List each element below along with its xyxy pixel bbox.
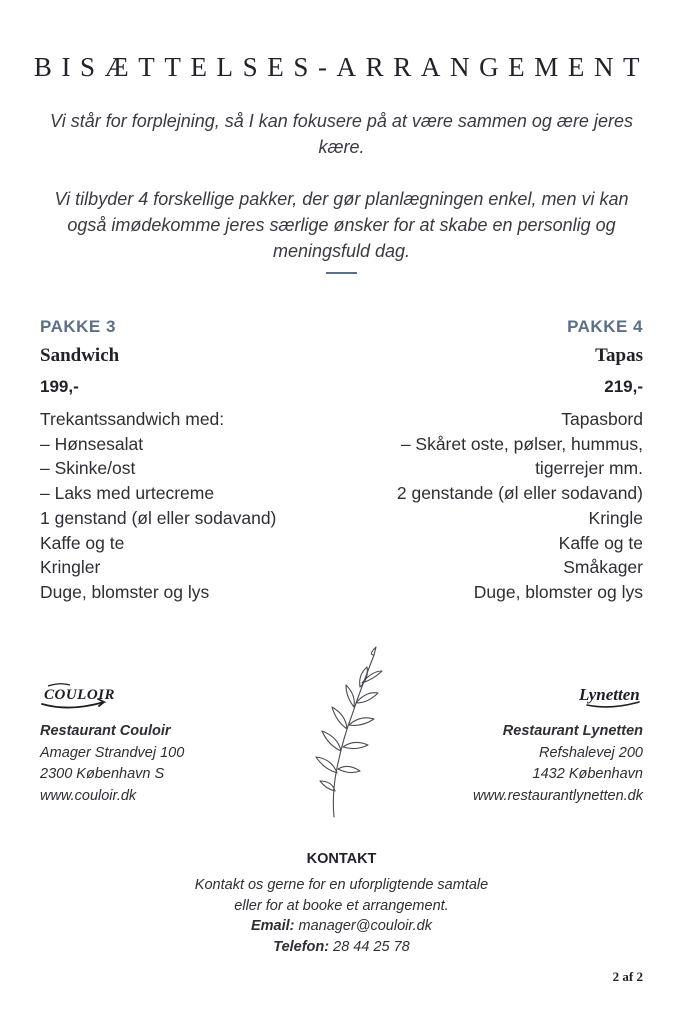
contact-section bbox=[0, 849, 683, 957]
package-price: 219,- bbox=[604, 377, 643, 396]
intro-paragraph-1: Vi står for forplejning, så I kan fokusere på at være sammen og ære jeres kære. bbox=[50, 111, 633, 157]
divider bbox=[326, 272, 357, 274]
venue-street: Refshalevej 200 bbox=[539, 744, 643, 761]
list-item: Kringler bbox=[40, 557, 101, 578]
list-item: tigerrejer mm. bbox=[535, 458, 643, 479]
list-item: – Skinke/ost bbox=[40, 458, 136, 479]
package-price: 199,- bbox=[40, 377, 79, 396]
intro-text bbox=[40, 108, 643, 264]
venue-city: 1432 København bbox=[532, 766, 643, 782]
intro-paragraph-2: Vi tilbyder 4 forskellige pakker, der gør planlægningen enkel, men vi kan også imødekomme jeres særlige ønsker for at skabe en personlig og meningsfuld dag. bbox=[54, 189, 629, 261]
list-item: Trekantssandwich med: bbox=[40, 409, 225, 429]
list-item: – Hønsesalat bbox=[40, 433, 144, 454]
leaf-branch-icon bbox=[290, 645, 390, 820]
venue-name: Restaurant Lynetten bbox=[502, 723, 643, 739]
contact-phone bbox=[0, 937, 683, 958]
phone-number: 28 44 25 78 bbox=[333, 938, 410, 955]
venue-lynetten bbox=[423, 721, 643, 807]
list-item: Tapasbord bbox=[561, 409, 643, 429]
package-3 bbox=[40, 315, 340, 605]
contact-text bbox=[0, 875, 683, 957]
page-number: 2 af 2 bbox=[612, 969, 643, 984]
list-item: Kringle bbox=[588, 507, 643, 528]
phone-label: Telefon: bbox=[273, 938, 330, 955]
list-item: Kaffe og te bbox=[558, 532, 643, 553]
package-items bbox=[343, 407, 643, 605]
lynetten-logo bbox=[577, 678, 643, 712]
package-label: PAKKE 3 bbox=[40, 317, 116, 336]
package-items bbox=[40, 407, 340, 605]
venue-street: Amager Strandvej 100 bbox=[40, 744, 185, 761]
list-item: – Skåret oste, pølser, hummus, bbox=[400, 433, 643, 454]
venue-website-link[interactable]: www.restaurantlynetten.dk bbox=[472, 787, 643, 804]
email-link[interactable]: manager@couloir.dk bbox=[298, 918, 432, 934]
svg-text:COULOIR: COULOIR bbox=[44, 687, 116, 703]
venue-city: 2300 København S bbox=[40, 766, 165, 782]
contact-title: KONTAKT bbox=[306, 851, 377, 867]
venue-website-link[interactable]: www.couloir.dk bbox=[40, 787, 137, 804]
package-name: Tapas bbox=[595, 345, 643, 366]
list-item: – Laks med urtecreme bbox=[40, 483, 215, 504]
contact-email bbox=[0, 916, 683, 937]
email-label: Email: bbox=[250, 918, 295, 934]
package-name: Sandwich bbox=[40, 345, 120, 366]
list-item: Duge, blomster og lys bbox=[40, 581, 210, 602]
svg-text:Lynetten: Lynetten bbox=[579, 685, 640, 704]
couloir-logo bbox=[40, 678, 120, 712]
venue-couloir bbox=[40, 721, 260, 807]
list-item: 2 genstande (øl eller sodavand) bbox=[396, 483, 643, 504]
venue-name: Restaurant Couloir bbox=[40, 723, 171, 739]
contact-line: Kontakt os gerne for en uforpligtende samtale bbox=[194, 877, 489, 893]
contact-line: eller for at booke et arrangement. bbox=[234, 897, 449, 914]
list-item: Duge, blomster og lys bbox=[473, 581, 643, 602]
list-item: 1 genstand (øl eller sodavand) bbox=[40, 507, 277, 528]
list-item: Småkager bbox=[563, 557, 643, 578]
package-4 bbox=[343, 315, 643, 605]
package-label: PAKKE 4 bbox=[567, 317, 643, 336]
list-item: Kaffe og te bbox=[40, 532, 125, 553]
page-title: BISÆTTELSES-ARRANGEMENT bbox=[33, 52, 650, 82]
